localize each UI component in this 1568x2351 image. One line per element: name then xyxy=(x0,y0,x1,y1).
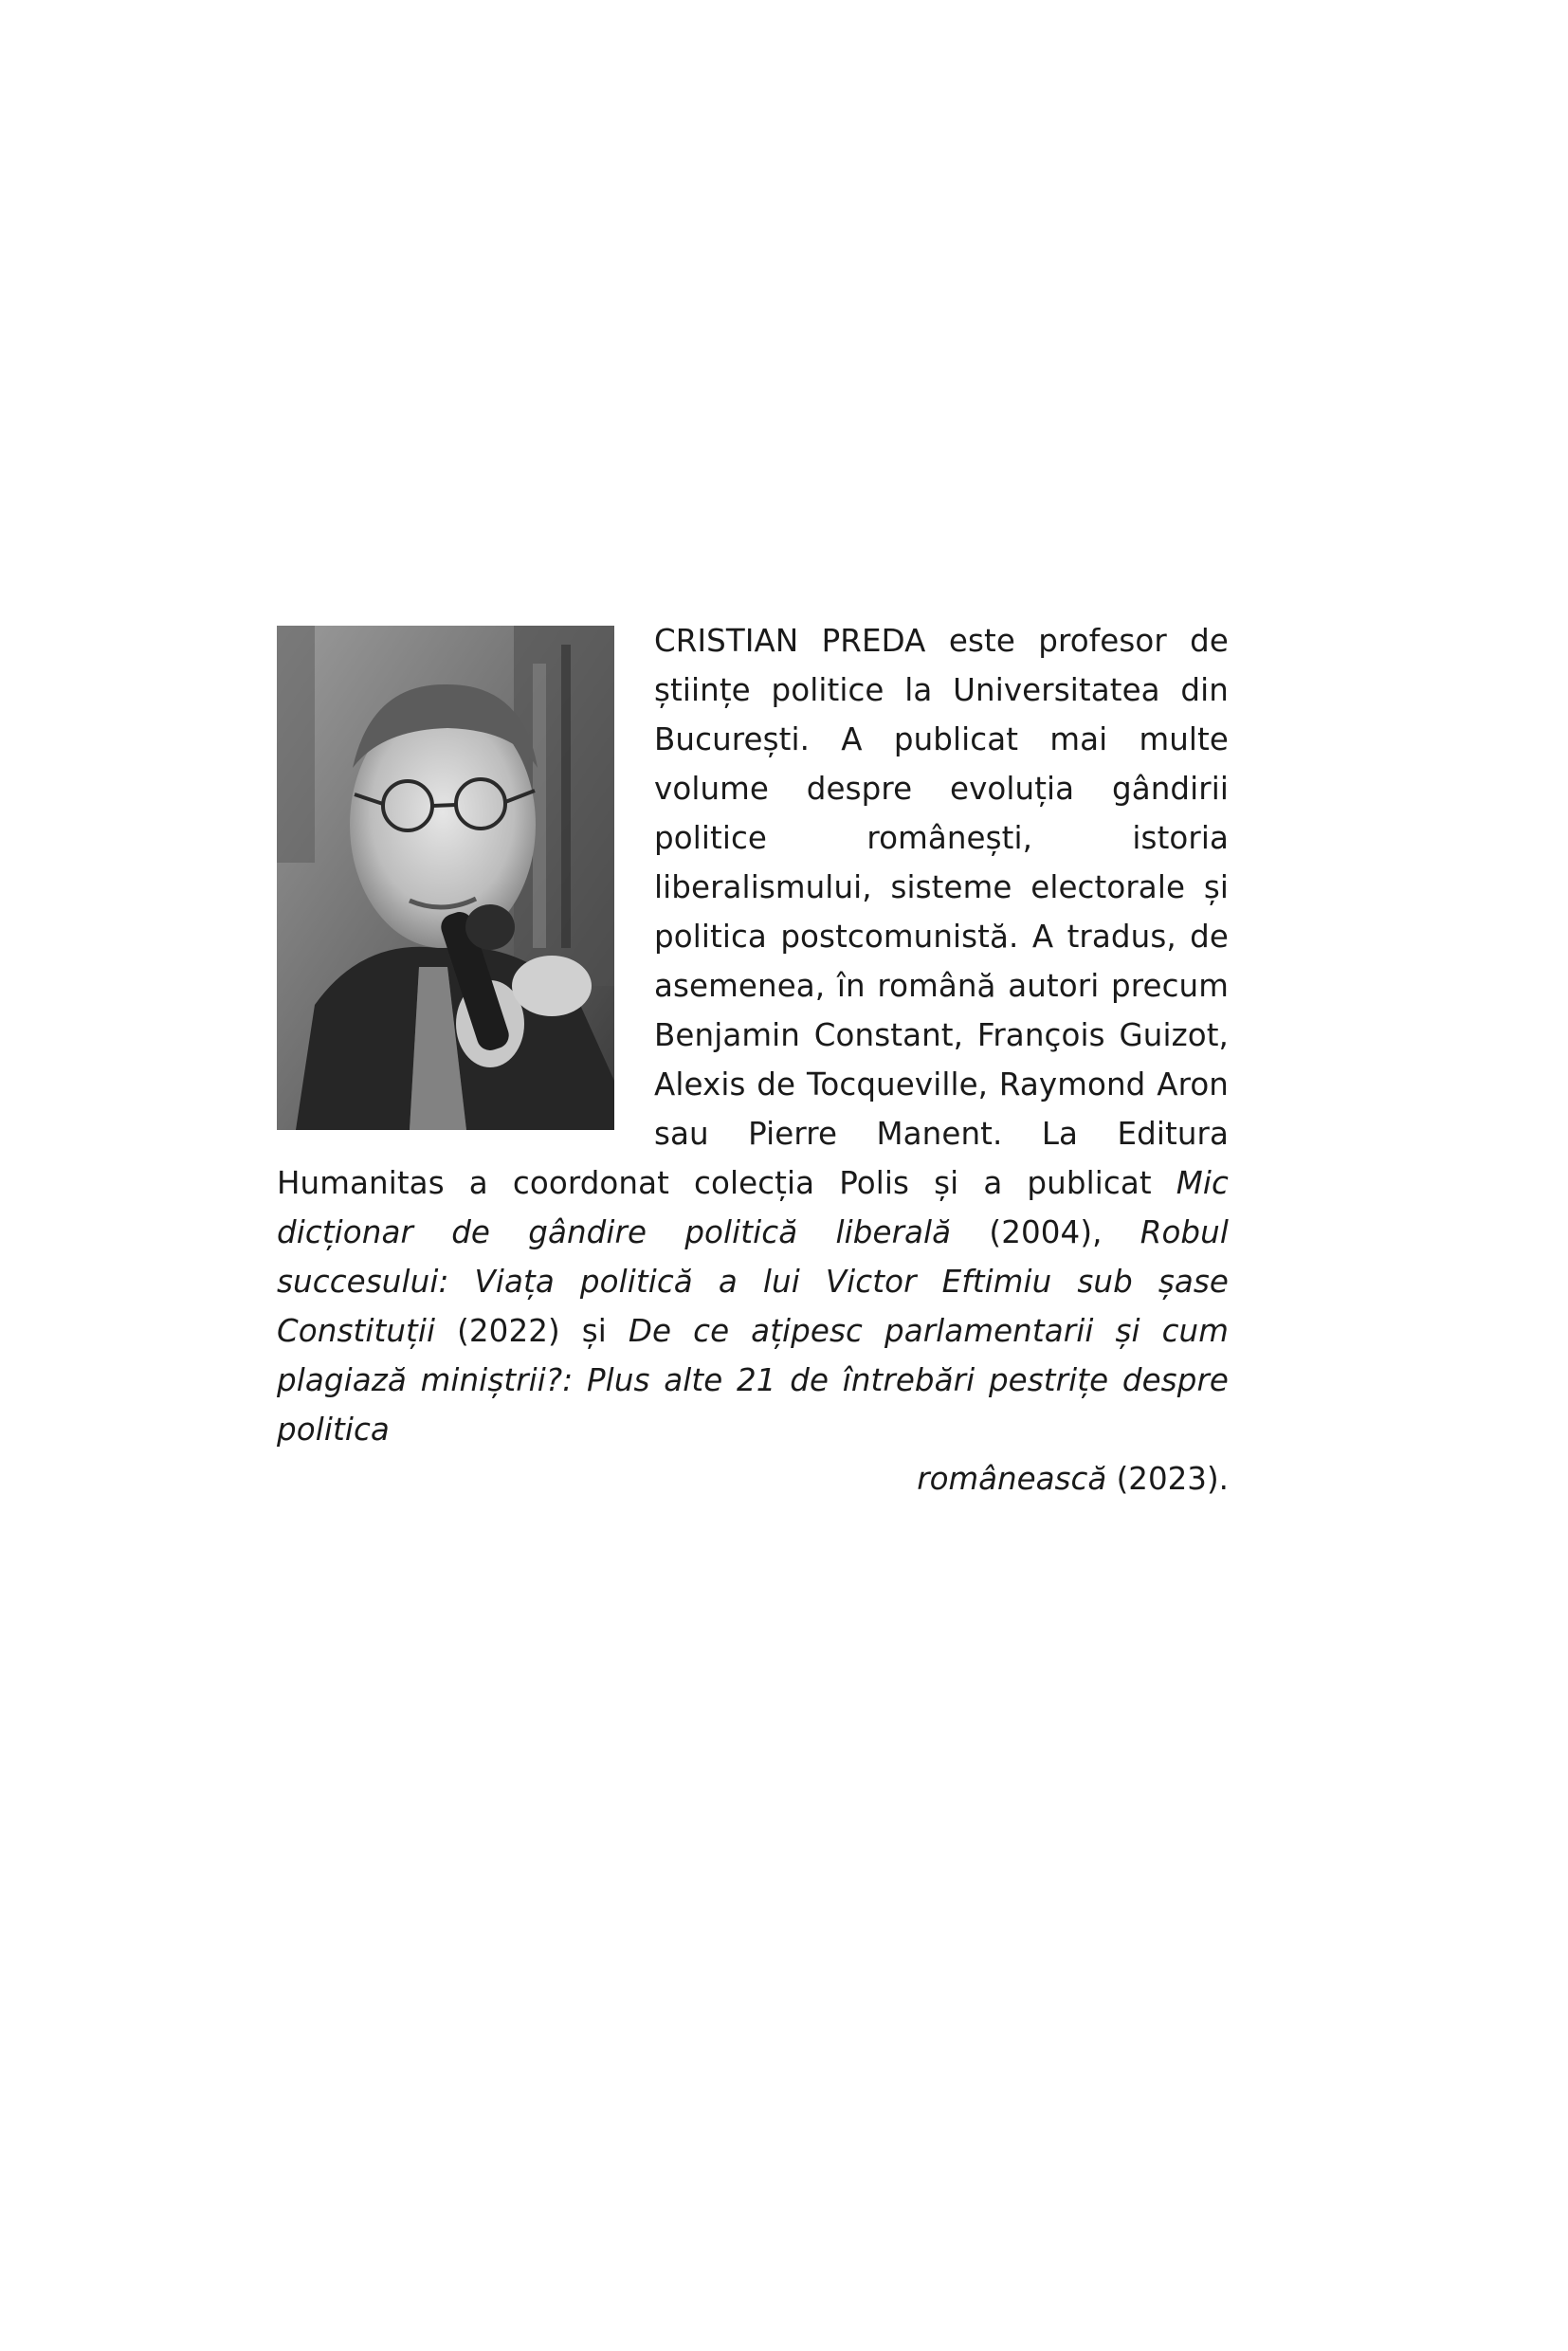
work-title-de-ce-atipesc: De ce ațipesc parlamentarii și cum plagiază miniștrii?: Plus alte 21 de întrebări pestrițe despre politica xyxy=(277,1313,1230,1448)
work-year-2022: (2022) și xyxy=(435,1313,629,1349)
work-title-mic-dictionar: Mic dicționar de gândire politică liberală xyxy=(277,1165,1229,1250)
bio-last-line xyxy=(277,1454,1229,1504)
work-title-de-ce-atipesc-end: românească xyxy=(917,1461,1107,1497)
author-bio xyxy=(277,616,1229,1504)
author-name: CRISTIAN PREDA xyxy=(654,623,926,659)
bio-text-segment: este profesor de științe politice la Universitatea din București. A publicat mai multe volume despre evoluția gândirii politice românești, istoria liberalismului, sisteme electorale și politica postcomunistă. A tradus, de asemenea, în română autori precum Benjamin Constant, François Guizot, Alexis de Tocqueville, Raymond Aron sau Pierre Manent. La Editura Humanitas a coordonat colecția Polis și a publicat xyxy=(277,623,1229,1201)
work-year-2023: (2023). xyxy=(1106,1461,1229,1497)
author-photo xyxy=(277,626,614,1130)
work-title-robul-succesului: Robul succesului: Viața politică a lui Victor Eftimiu sub șase Constituții xyxy=(277,1214,1229,1349)
author-portrait-image xyxy=(277,626,614,1130)
work-year-2004: (2004), xyxy=(951,1214,1140,1250)
